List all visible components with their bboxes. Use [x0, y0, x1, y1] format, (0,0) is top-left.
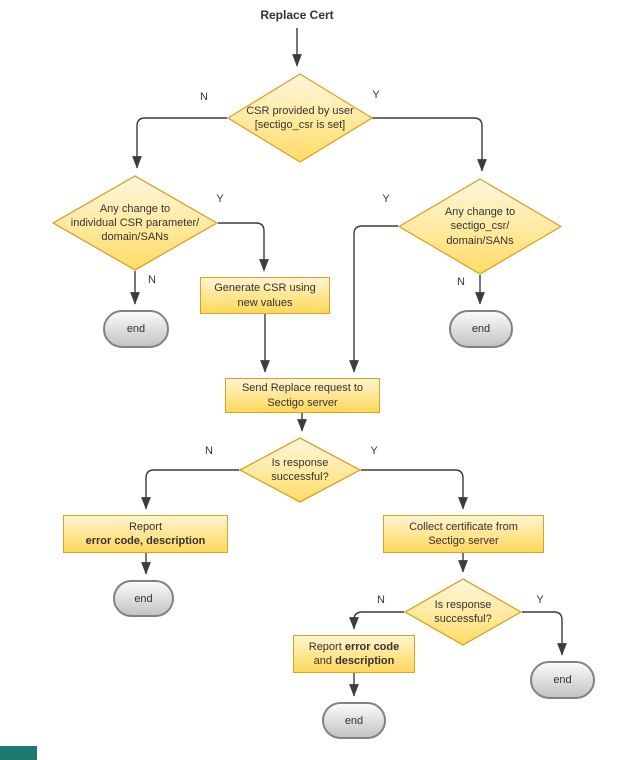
- decision-response1-line2: successful?: [271, 471, 329, 483]
- decision-csr-provided-line1: CSR provided by user: [246, 104, 354, 117]
- terminal-end-2: [449, 310, 513, 348]
- process-collect-cert-line1: Collect certificate from: [409, 520, 518, 533]
- decision-change-sectigo-shape: [398, 178, 562, 275]
- decision-change-parameter-shape: [52, 175, 218, 271]
- process-report-error-1: [63, 515, 228, 553]
- terminal-end-1-label: end: [126, 323, 146, 335]
- branch-label-csr-provided-yes: Y: [372, 89, 380, 101]
- decision-response1-line1: Is response: [271, 456, 329, 469]
- process-report-error-2-line2-bold: description: [335, 655, 395, 667]
- decision-response2-line2: successful?: [434, 613, 492, 625]
- process-report-error-1-line2: error code, description: [85, 535, 206, 547]
- decision-response2-shape: [404, 578, 522, 646]
- decision-change-parameter-line1: Any change to: [99, 202, 171, 215]
- branch-label-change-parameter-yes: Y: [216, 193, 224, 205]
- start-label: Replace Cert: [260, 8, 334, 22]
- edge-response1-no: [146, 470, 239, 509]
- process-send-replace: [225, 378, 380, 413]
- terminal-end-3-label: end: [134, 592, 153, 605]
- process-generate-csr-line2: new values: [237, 296, 293, 309]
- decision-change-sectigo-line2: sectigo_csr/: [450, 220, 510, 233]
- decision-csr-provided-shape: [227, 73, 373, 163]
- process-collect-cert: [383, 515, 544, 553]
- edge-change-sectigo-yes: [354, 226, 398, 372]
- branch-label-change-sectigo-no: N: [457, 276, 465, 288]
- edge-response2-no: [354, 612, 404, 629]
- edge-csr-provided-yes: [372, 118, 482, 171]
- edge-change-parameter-yes: [218, 223, 264, 271]
- process-report-error-2-line2: [314, 654, 395, 668]
- process-report-error-2-line1: [309, 640, 400, 654]
- process-report-error-2: [293, 635, 415, 673]
- terminal-end-1: [103, 310, 169, 348]
- decision-change-parameter-line2: individual CSR parameter/: [70, 216, 200, 229]
- process-collect-cert-line2: Sectigo server: [428, 535, 499, 547]
- process-report-error-2-line2-normal: and: [313, 655, 336, 667]
- page-tab-artifact: [0, 746, 37, 760]
- terminal-end-2-label: end: [471, 323, 491, 335]
- decision-response1-shape: [239, 437, 361, 503]
- process-send-replace-line1: Send Replace request to: [241, 382, 364, 395]
- terminal-end-5: [530, 661, 595, 699]
- process-report-error-2-line1-normal: Report: [308, 640, 345, 653]
- terminal-end-4-label: end: [344, 714, 364, 727]
- edge-response2-yes: [522, 612, 562, 655]
- branch-label-change-parameter-no: N: [148, 274, 156, 286]
- decision-change-sectigo-line3: domain/SANs: [446, 234, 514, 247]
- branch-label-response2-yes: Y: [536, 594, 544, 606]
- branch-label-csr-provided-no: N: [200, 91, 208, 103]
- process-send-replace-line2: Sectigo server: [267, 396, 338, 409]
- edge-response1-yes: [361, 470, 463, 509]
- process-report-error-1-line1: Report: [128, 520, 163, 533]
- process-generate-csr-line1: Generate CSR using: [214, 282, 316, 295]
- terminal-end-5-label: end: [553, 674, 572, 686]
- branch-label-response2-no: N: [377, 594, 385, 606]
- decision-response2-line1: Is response: [434, 598, 492, 611]
- terminal-end-4: [322, 702, 386, 739]
- decision-change-sectigo-line1: Any change to: [444, 206, 516, 219]
- decision-csr-provided-line2: [sectigo_csr is set]: [254, 119, 346, 131]
- decision-change-parameter-line3: domain/SANs: [101, 231, 169, 244]
- branch-label-change-sectigo-yes: Y: [382, 193, 390, 205]
- branch-label-response1-no: N: [205, 445, 213, 457]
- edge-csr-provided-no: [137, 118, 227, 168]
- terminal-end-3: [113, 580, 174, 617]
- branch-label-response1-yes: Y: [370, 445, 378, 457]
- process-report-error-2-line1-bold: error code: [344, 640, 400, 653]
- process-generate-csr: [200, 277, 330, 314]
